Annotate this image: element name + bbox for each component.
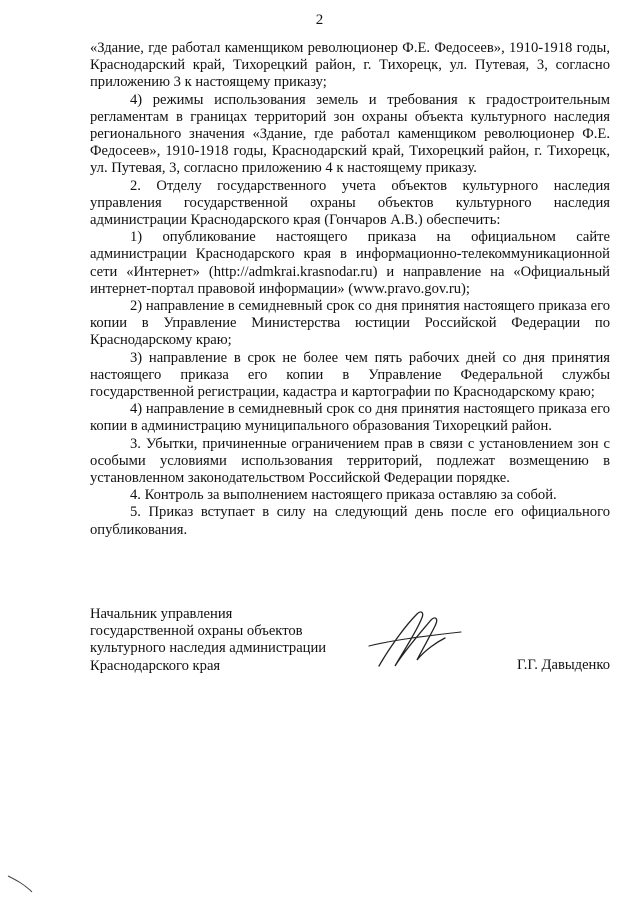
corner-scan-mark [6,872,36,894]
document-body [90,40,610,539]
paragraph: 3) направление в срок не более чем пять рабочих дней со дня принятия настоящего приказа его копии в Управление Федеральной службы государственной регистрации, кадастра и картографии по Краснодарскому краю; [90,349,610,401]
paragraph: 1) опубликование настоящего приказа на официальном сайте администрации Краснодарского края в информационно-телекоммуникационной сети «Интернет» (http://admkrai.krasnodar.ru) и направление на «Официальный интернет-портал правовой информации» (www.pravo.gov.ru); [90,229,610,297]
signatory-position-line: Краснодарского края [90,657,221,674]
signatory-position-line: культурного наследия администрации [90,640,327,657]
paragraph: 5. Приказ вступает в силу на следующий день после его официального опубликования. [90,504,610,538]
paragraph: 3. Убытки, причиненные ограничением прав в связи с установлением зон с особыми условиями использования территорий, подлежат возмещению в установленном законодательством Российской Федерации порядке. [90,435,610,487]
signatory-position-line: государственной охраны объектов [90,623,303,640]
signature-block [90,606,610,676]
page-number: 2 [315,12,324,28]
paragraph: 4) направление в семидневный срок со дня принятия настоящего приказа его копии в администрацию муниципального образования Тихорецкий район. [90,401,610,435]
paragraph: 4) режимы использования земель и требования к градостроительным регламентам в границах территорий зон охраны объекта культурного наследия регионального значения «Здание, где работал каменщиком революционер Ф.Е. Федосеев», 1910-1918 годы, Краснодарский край, Тихорецкий район, г. Тихорецк, ул. Путевая, 3, согласно приложению 4 к настоящему приказу. [90,91,610,177]
handwritten-signature [365,606,465,676]
signatory-position-line: Начальник управления [90,606,233,622]
paragraph: 4. Контроль за выполнением настоящего приказа оставляю за собой. [130,487,557,504]
signatory-position [90,606,326,675]
paragraph: «Здание, где работал каменщиком революционер Ф.Е. Федосеев», 1910-1918 годы, Краснодарский край, Тихорецкий район, г. Тихорецк, ул. Путевая, 3, согласно приложению 3 к настоящему приказу; [90,40,610,91]
paragraph: 2) направление в семидневный срок со дня принятия настоящего приказа его копии в Управление Министерства юстиции Российской Федерации по Краснодарскому краю; [90,298,610,349]
paragraph: 2. Отделу государственного учета объектов культурного наследия управления государственной охраны объектов культурного наследия администрации Краснодарского края (Гончаров А.В.) обеспечить: [90,177,610,229]
signatory-name: Г.Г. Давыденко [516,657,610,673]
